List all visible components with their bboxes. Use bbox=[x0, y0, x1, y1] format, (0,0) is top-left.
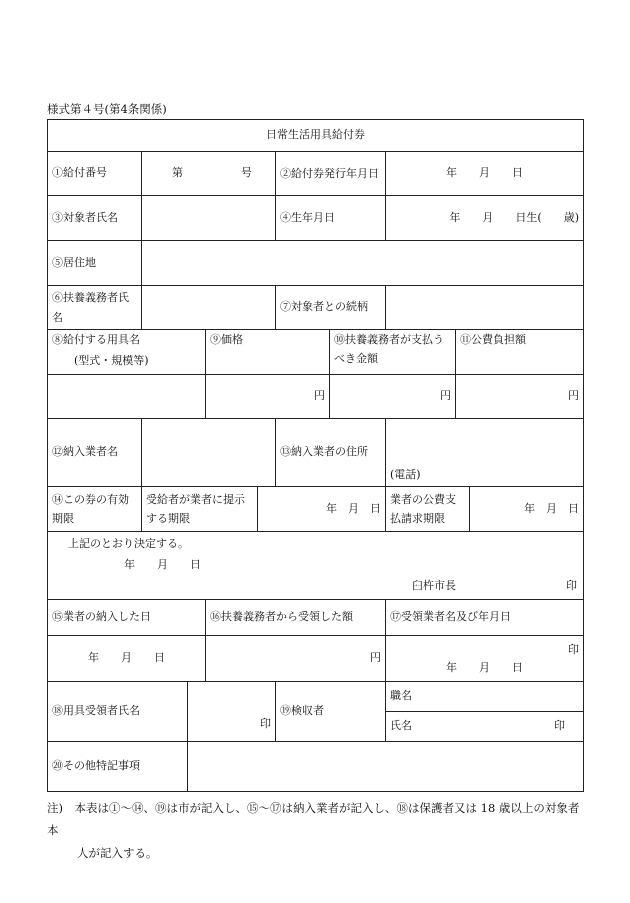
price-field[interactable]: 円 bbox=[206, 375, 330, 419]
inspector-seal: 印 bbox=[554, 719, 565, 733]
validity-period-label: ⑭この券の有効期限 bbox=[48, 487, 142, 532]
present-deadline-field[interactable]: 年 月 日 bbox=[258, 487, 386, 532]
guardian-name-field[interactable] bbox=[142, 286, 276, 330]
benefit-number-field[interactable] bbox=[142, 152, 276, 196]
recipient-name-label: ⑱用具受領者氏名 bbox=[48, 682, 188, 742]
received-amount-field[interactable]: 円 bbox=[206, 636, 386, 682]
delivery-date-field[interactable]: 年 月 日 bbox=[48, 636, 206, 682]
mayor-seal: 印 bbox=[566, 578, 577, 592]
residence-label: ⑤居住地 bbox=[48, 241, 142, 286]
residence-field[interactable] bbox=[142, 241, 584, 286]
item-name-label bbox=[48, 330, 206, 375]
footnote-line-2: 人が記入する。 bbox=[77, 845, 158, 860]
item-name-field[interactable] bbox=[48, 375, 206, 419]
vendor-address-field[interactable] bbox=[386, 419, 584, 487]
decision-text: 上記のとおり決定する。 bbox=[68, 537, 189, 551]
public-burden-field[interactable]: 円 bbox=[456, 375, 584, 419]
vendor-name-label: ⑫納入業者名 bbox=[48, 419, 142, 487]
item-name-title: ⑧給付する用具名 bbox=[52, 333, 140, 346]
received-amount-label: ⑯扶養義務者から受領した額 bbox=[206, 600, 386, 636]
other-notes-field[interactable] bbox=[188, 742, 584, 792]
inspector-label: ⑲検収者 bbox=[276, 682, 386, 742]
telephone-label: (電話) bbox=[390, 468, 421, 482]
number-dai: 第 bbox=[172, 166, 183, 180]
decision-date[interactable]: 年 月 日 bbox=[124, 558, 201, 572]
decision-block bbox=[48, 532, 584, 600]
footnote bbox=[47, 797, 587, 864]
public-burden-label: ⑪公費負担額 bbox=[456, 330, 584, 375]
benefit-number-label: ①給付番号 bbox=[48, 152, 142, 196]
price-label: ⑨価格 bbox=[206, 330, 330, 375]
form-number-label: 様式第４号(第4条関係) bbox=[47, 102, 167, 116]
subject-name-label: ③対象者氏名 bbox=[48, 196, 142, 241]
guardian-name-label: ⑥扶養義務者氏名 bbox=[48, 286, 142, 330]
receiver-label: ⑰受領業者名及び年月日 bbox=[386, 600, 584, 636]
present-deadline-label: 受給者が業者に提示する期限 bbox=[142, 487, 258, 532]
inspector-name-field[interactable] bbox=[386, 712, 584, 742]
benefit-voucher-form bbox=[47, 119, 584, 792]
delivery-date-label: ⑮業者の納入した日 bbox=[48, 600, 206, 636]
item-name-sub: (型式・規模等) bbox=[74, 353, 149, 367]
relation-label: ⑦対象者との続柄 bbox=[276, 286, 386, 330]
recipient-seal: 印 bbox=[260, 717, 271, 731]
birth-date-field[interactable]: 年 月 日生( 歳) bbox=[386, 196, 584, 241]
relation-field[interactable] bbox=[386, 286, 584, 330]
inspector-post-field[interactable] bbox=[386, 682, 584, 712]
footnote-line-1: 注) 本表は①～⑭、⑲は市が記入し、⑮～⑰は納入業者が記入し、⑱は保護者又は 18 歳以上の対象者本 bbox=[47, 801, 580, 838]
vendor-name-field[interactable] bbox=[142, 419, 276, 487]
claim-deadline-label: 業者の公費支払請求期限 bbox=[386, 487, 470, 532]
guardian-payment-field[interactable]: 円 bbox=[330, 375, 456, 419]
inspector-name-label: 氏名 bbox=[390, 719, 412, 733]
other-notes-label: ⑳その他特記事項 bbox=[48, 742, 188, 792]
mayor-label: 臼杵市長 bbox=[412, 578, 456, 592]
issue-date-field[interactable]: 年 月 日 bbox=[386, 152, 584, 196]
subject-name-field[interactable] bbox=[142, 196, 276, 241]
vendor-address-label: ⑬納入業者の住所 bbox=[276, 419, 386, 487]
number-go: 号 bbox=[241, 166, 252, 180]
receiver-seal: 印 bbox=[568, 643, 579, 657]
issue-date-label: ②給付券発行年月日 bbox=[276, 152, 386, 196]
recipient-name-field[interactable] bbox=[188, 682, 276, 742]
claim-deadline-field[interactable]: 年 月 日 bbox=[470, 487, 584, 532]
birth-date-label: ④生年月日 bbox=[276, 196, 386, 241]
guardian-payment-label: ⑩扶養義務者が支払うべき金額 bbox=[330, 330, 456, 375]
receiver-date: 年 月 日 bbox=[446, 660, 523, 674]
post-label: 職名 bbox=[390, 689, 412, 703]
receiver-field[interactable] bbox=[386, 636, 584, 682]
form-title: 日常生活用具給付券 bbox=[48, 120, 584, 152]
